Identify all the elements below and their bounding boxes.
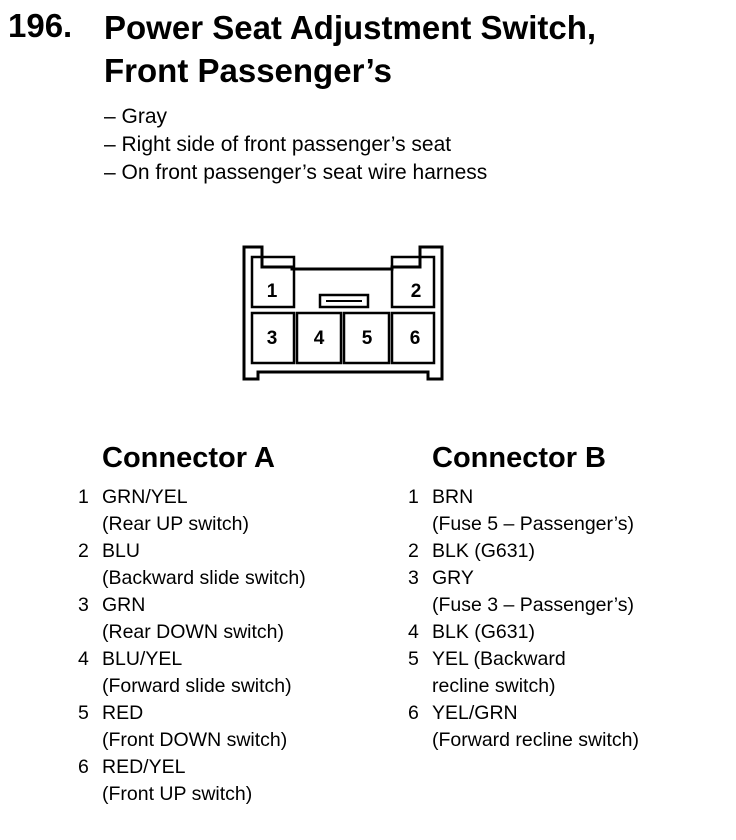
connector-a-title: Connector A: [102, 442, 275, 474]
note-harness: – On front passenger’s seat wire harness: [104, 161, 488, 184]
pin-row: [78, 781, 306, 808]
pin-wire: BLU: [102, 540, 140, 562]
pin-row: [408, 511, 639, 538]
note-location: – Right side of front passenger’s seat: [104, 133, 452, 156]
pin-number: 4: [78, 648, 89, 670]
pin-row: [78, 592, 306, 619]
pin-label-5: 5: [361, 328, 373, 349]
pin-number: 5: [408, 648, 419, 670]
pin-row: [408, 727, 639, 754]
pin-label-3: 3: [266, 328, 278, 349]
pin-number: 6: [408, 702, 419, 724]
pin-description: (Rear DOWN switch): [102, 621, 285, 643]
pin-row: [408, 646, 639, 673]
pin-description: (Fuse 5 – Passenger’s): [432, 513, 634, 535]
pin-description: recline switch): [432, 675, 556, 697]
connector-diagram: [238, 243, 450, 385]
location-notes: [104, 103, 487, 187]
pin-description: (Backward slide switch): [102, 567, 306, 589]
pin-row: [408, 673, 639, 700]
pin-row: [408, 700, 639, 727]
pin-row: [78, 619, 306, 646]
pin-number: 3: [408, 567, 419, 589]
connector-a-section: [78, 440, 306, 808]
pin-wire: RED/YEL: [102, 756, 186, 778]
pin-label-2: 2: [410, 281, 422, 302]
pin-row: [408, 619, 639, 646]
pin-wire: BLU/YEL: [102, 648, 183, 670]
pin-row: [78, 673, 306, 700]
title-line-1: Power Seat Adjustment Switch,: [104, 9, 597, 46]
item-number: 196.: [8, 7, 73, 44]
title-line-2: Front Passenger’s: [104, 52, 392, 89]
pin-row: [78, 754, 306, 781]
connector-housing: [244, 247, 442, 379]
pin-label-1: 1: [266, 281, 278, 302]
pin-number: 5: [78, 702, 89, 724]
pin-number: 2: [78, 540, 89, 562]
pin-wire: YEL/GRN: [432, 702, 518, 724]
pin-number: 6: [78, 756, 89, 778]
pin-description: (Forward recline switch): [432, 729, 639, 751]
pin-row: [78, 565, 306, 592]
pin-wire: GRN: [102, 594, 146, 616]
pin-row: [78, 511, 306, 538]
pin-row: [78, 646, 306, 673]
pin-row: [408, 565, 639, 592]
pin-number: 4: [408, 621, 419, 643]
pin-row: [78, 538, 306, 565]
pin-number: 1: [408, 486, 419, 508]
page-title: [104, 6, 596, 92]
pin-row: [78, 700, 306, 727]
pin-description: (Rear UP switch): [102, 513, 250, 535]
pin-description: (Forward slide switch): [102, 675, 292, 697]
pin-wire: BLK (G631): [432, 540, 535, 562]
pin-wire: RED: [102, 702, 144, 724]
pin-description: (Front UP switch): [102, 783, 253, 805]
connector-b-title: Connector B: [432, 442, 606, 474]
pin-wire: BRN: [432, 486, 474, 508]
pin-row: [408, 592, 639, 619]
pin-row: [408, 538, 639, 565]
connector-b-section: [408, 440, 639, 754]
pin-row: [408, 484, 639, 511]
pin-number: 2: [408, 540, 419, 562]
pin-row: [78, 727, 306, 754]
pin-wire: GRN/YEL: [102, 486, 188, 508]
pin-number: 1: [78, 486, 89, 508]
pin-label-6: 6: [409, 328, 421, 349]
pin-row: [78, 484, 306, 511]
pin-description: (Fuse 3 – Passenger’s): [432, 594, 634, 616]
pin-wire: BLK (G631): [432, 621, 535, 643]
pin-number: 3: [78, 594, 89, 616]
pin-wire: YEL (Backward: [432, 648, 566, 670]
pin-description: (Front DOWN switch): [102, 729, 288, 751]
note-color: – Gray: [104, 105, 168, 128]
pin-wire: GRY: [432, 567, 474, 589]
pin-label-4: 4: [313, 328, 325, 349]
